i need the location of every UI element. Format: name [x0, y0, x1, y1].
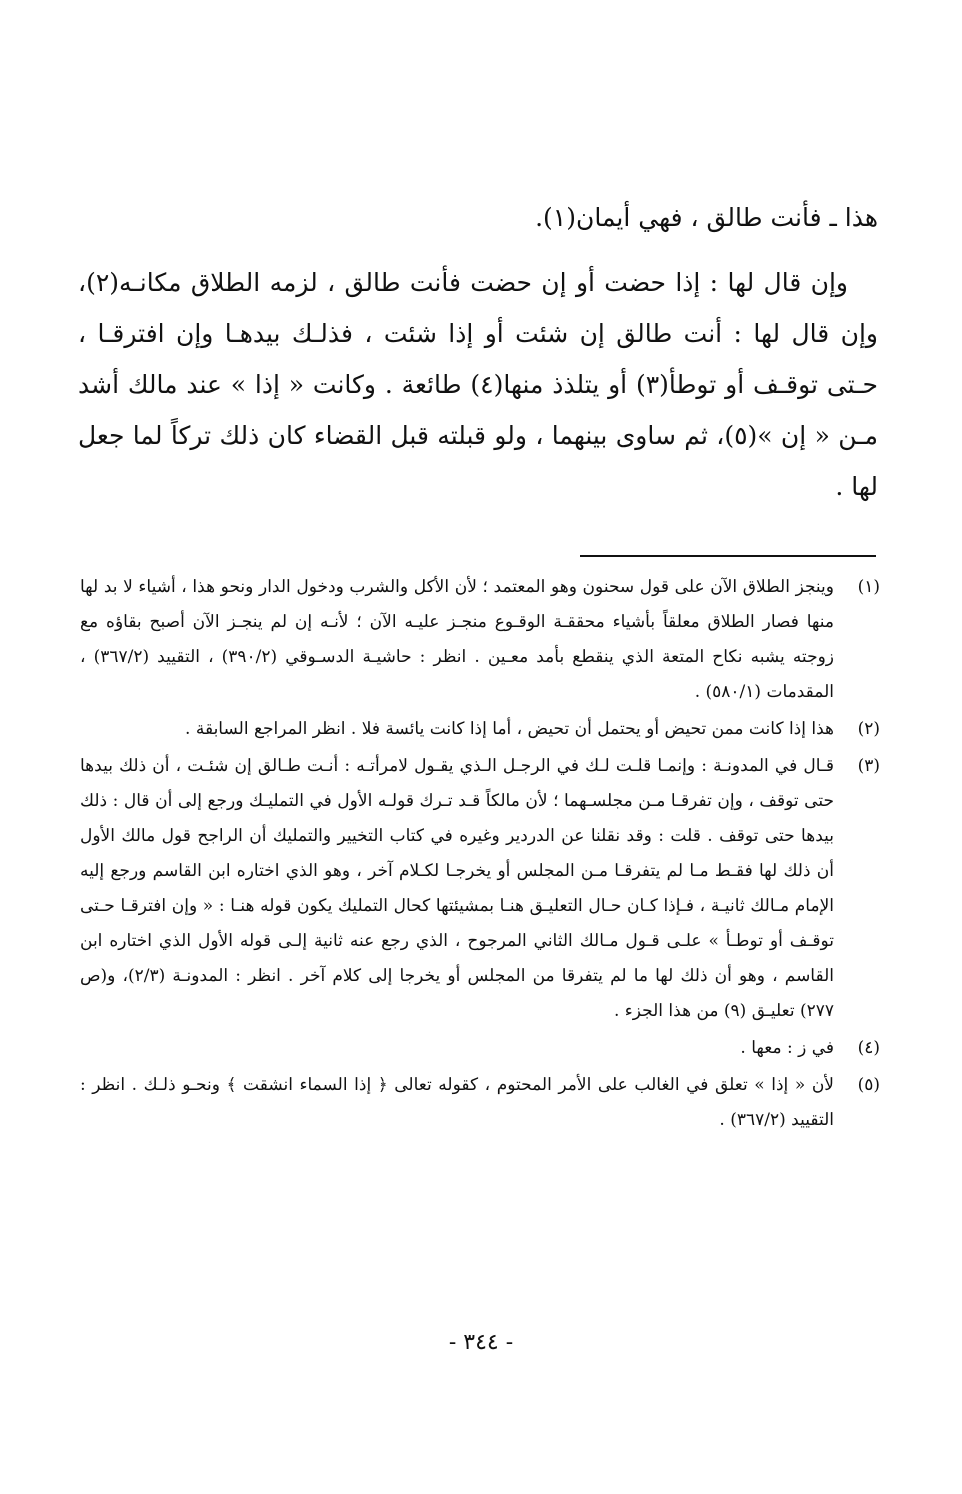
footnote [80, 1031, 880, 1066]
footnote-number: (٢) [857, 719, 880, 739]
footnote-text: هذا إذا كانت ممن تحيض أو يحتمل أن تحيض ، أما إذا كانت يائسة فلا . انظر المراجع السابقة . [185, 719, 834, 739]
footnote-number: (٥) [857, 1075, 880, 1095]
footnote [80, 712, 880, 747]
page-number: - ٣٤٤ - [448, 1330, 514, 1355]
footnote [80, 1068, 880, 1138]
footnote [80, 570, 880, 710]
footnote-text: وينجز الطلاق الآن على قول سحنون وهو المعتمد ؛ لأن الأكل والشرب ودخول الدار ونحو هذا ، أشياء لا بد لها منها فصار الطلاق معلقاً بأشياء محققـة الوقـوع منجـز عليـه الآن ؛ لأنـه إن لم ينجـز الآن أصبح بقاؤه مع زوجته يشبه نكاح المتعة الذي ينقطع بأمد معـين . انظر : حاشيـة الدسـوقي (٣٩٠/٢) ، التقييد (٣٦٧/٢) ، المقدمات (٥٨٠/١) . [80, 577, 835, 702]
footnote-text: قـال في المدونـة : وإنمـا قلـت لـك في الرجـل الـذي يقـول لامرأتـه : أنـت طـالق إن شئـت ، أن ذلك بيدها حتى توقف ، وإن تفرقـا مـن مجلسـهما ؛ لأن مالكاً قـد تـرك قولـه الأول في التمليـك ورجع إلى أن قال : ذلك بيدها حتى توقف . قلت : وقد نقلنا عن الدردير وغيره في كتاب التخيير والتمليك أن الراجح قول مالك الأول أن ذلك لها فقـط مـا لم يتفرقـا مـن المجلس أو يخرجـا لكـلام آخر ، وهو الذي اختاره ابن القاسم ورجع إليه الإمام مـالك ثانيـة ، فـإذا كـان حـال التعليـق هنـا بمشيئتها كحال التمليك يكون قوله هنـا : « وإن افترقـا حـتى توقـف أو توطـأ » علـى قـول مـالك الثاني المرجوح ، الذي رجع عنه ثانية إلـى قوله الأول الذي اختاره ابن القاسم ، وهو أن ذلك لها ما لم يتفرقا من المجلس أو يخرجا إلى كلام آخر . انظر : المدونـة (٢/٣)، و(ص ٢٧٧) تعليـق (٩) من هذا الجزء . [80, 756, 834, 1021]
main-paragraph-2: وإن قال لها : إذا حضت أو إن حضت فأنت طالق ، لزمه الطلاق مكانـه(٢)، وإن قال لها : أنت طالق إن شئت أو إذا شئت ، فذلـك بيدهـا وإن افترقـا ، حـتى توقـف أو توطأ(٣) أو يتلذذ منها(٤) طائعة . وكانت « إذا » عند مالك أشد مـن « إن »(٥)، ثم ساوى بينهما ، ولو قبلته قبل القضاء كان ذلك تركاً لما جعل لها . [78, 268, 878, 501]
footnote-number: (٣) [857, 756, 880, 776]
footnote-number: (٤) [857, 1038, 880, 1058]
footnotes [80, 570, 880, 1140]
footnote-number: (١) [857, 577, 880, 597]
footnote-text: لأن « إذا » تعلق في الغالب على الأمر المحتوم ، كقوله تعالى ﴿ إذا السماء انشقت ﴾ ونحـو ذلـك . انظر : التقييد (٣٦٧/٢) . [80, 1075, 835, 1130]
main-text [78, 192, 878, 512]
footnote-text: في ز : معها . [740, 1038, 834, 1058]
main-paragraph-1: هذا ـ فأنت طالق ، فهي أيمان(١). [535, 203, 878, 232]
footnote [80, 749, 880, 1029]
footnote-separator [580, 555, 876, 557]
